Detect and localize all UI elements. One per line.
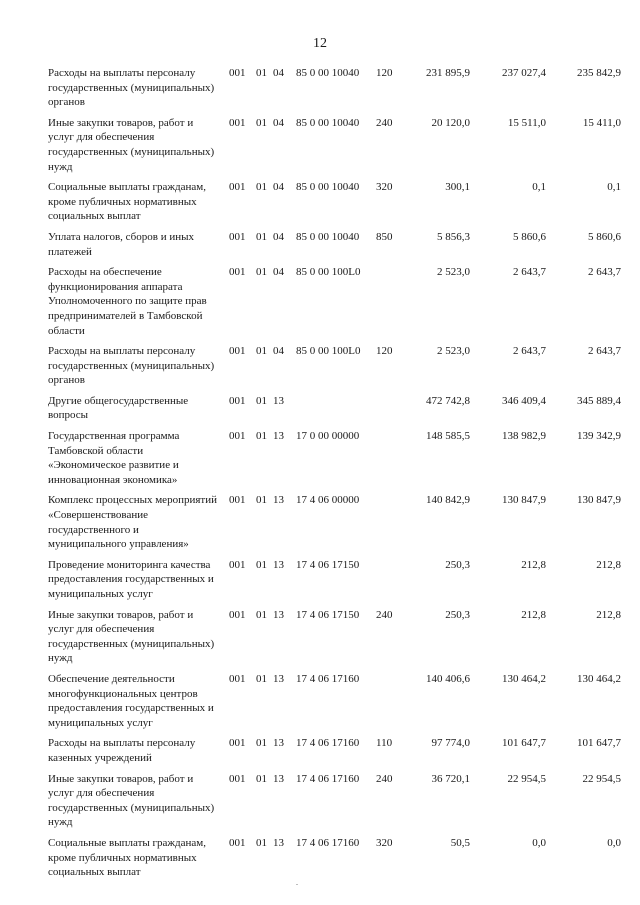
- section-code: 01: [256, 494, 267, 507]
- amount-year-1: 2 523,0: [437, 266, 470, 279]
- amount-year-1: 140 406,6: [426, 672, 470, 685]
- amount-year-2: 2 643,7: [513, 345, 546, 358]
- section-code: 01: [256, 558, 267, 571]
- subsection-code: 13: [273, 608, 284, 621]
- section-code: 01: [256, 772, 267, 785]
- subsection-code: 13: [273, 836, 284, 849]
- section-code: 01: [256, 394, 267, 407]
- subsection-code: 13: [273, 558, 284, 571]
- expense-name: Комплекс процессных мероприятий «Совершенствование государственного и муниципального управления»: [48, 494, 217, 551]
- amount-year-3: 5 860,6: [588, 230, 621, 243]
- admin-code: 001: [229, 345, 246, 358]
- expense-name: Государственная программа Тамбовской области «Экономическое развитие и инновационная экономика»: [48, 430, 180, 486]
- expense-name: Обеспечение деятельности многофункциональных центров предоставления государственных и муниципальных услуг: [48, 672, 214, 729]
- subsection-code: 13: [273, 494, 284, 507]
- amount-year-3: 101 647,7: [577, 737, 621, 750]
- admin-code: 001: [229, 737, 246, 750]
- expense-type-code: 240: [376, 116, 393, 129]
- amount-year-2: 138 982,9: [502, 430, 546, 443]
- amount-year-2: 101 647,7: [502, 737, 546, 750]
- amount-year-3: 130 847,9: [577, 494, 621, 507]
- target-article-code: 85 0 00 100L0: [296, 345, 361, 358]
- expense-name: Иные закупки товаров, работ и услуг для обеспечения государственных (муниципальных) нужд: [48, 772, 215, 829]
- expense-name: Иные закупки товаров, работ и услуг для обеспечения государственных (муниципальных) нужд: [48, 608, 215, 665]
- target-article-code: 85 0 00 10040: [296, 116, 360, 129]
- admin-code: 001: [229, 67, 246, 79]
- subsection-code: 13: [273, 430, 284, 443]
- expense-name: Иные закупки товаров, работ и услуг для обеспечения государственных (муниципальных) нужд: [48, 116, 215, 173]
- expense-type-code: 320: [376, 836, 393, 849]
- amount-year-2: 2 643,7: [513, 266, 546, 279]
- admin-code: 001: [229, 608, 246, 621]
- subsection-code: 13: [273, 394, 284, 407]
- admin-code: 001: [229, 394, 246, 407]
- expense-type-code: 850: [376, 230, 393, 243]
- budget-table: [0, 66, 640, 886]
- amount-year-1: 148 585,5: [426, 430, 470, 443]
- amount-year-1: 300,1: [445, 181, 470, 194]
- admin-code: 001: [229, 116, 246, 129]
- amount-year-1: 20 120,0: [431, 116, 470, 129]
- expense-name: Социальные выплаты гражданам, кроме публичных нормативных социальных выплат: [48, 836, 206, 879]
- amount-year-1: 472 742,8: [426, 394, 470, 407]
- section-code: 01: [256, 608, 267, 621]
- table-row: [0, 836, 640, 880]
- subsection-code: 04: [273, 266, 284, 279]
- subsection-code: 13: [273, 672, 284, 685]
- target-article-code: 85 0 00 10040: [296, 230, 360, 243]
- table-row: [0, 736, 640, 765]
- section-code: 01: [256, 266, 267, 279]
- expense-name: Социальные выплаты гражданам, кроме публичных нормативных социальных выплат: [48, 181, 206, 223]
- amount-year-1: 140 842,9: [426, 494, 470, 507]
- amount-year-3: 0,1: [607, 181, 621, 194]
- table-row: [0, 608, 640, 666]
- target-article-code: 17 4 06 17150: [296, 558, 360, 571]
- section-code: 01: [256, 672, 267, 685]
- target-article-code: 17 4 06 17160: [296, 737, 360, 750]
- expense-name: Расходы на обеспечение функционирования аппарата Уполномоченного по защите прав предпринимателей в Тамбовской области: [48, 266, 207, 337]
- expense-type-code: 240: [376, 608, 393, 621]
- section-code: 01: [256, 230, 267, 243]
- table-row: [0, 66, 640, 110]
- admin-code: 001: [229, 230, 246, 243]
- page-number: 12: [313, 36, 327, 51]
- amount-year-1: 250,3: [445, 558, 470, 571]
- amount-year-3: 139 342,9: [577, 430, 621, 443]
- amount-year-1: 5 856,3: [437, 230, 470, 243]
- amount-year-2: 130 847,9: [502, 494, 546, 507]
- admin-code: 001: [229, 430, 246, 443]
- amount-year-2: 0,0: [532, 836, 546, 849]
- table-row: [0, 230, 640, 259]
- table-row: [0, 265, 640, 338]
- expense-type-code: 320: [376, 181, 393, 194]
- amount-year-2: 212,8: [521, 558, 546, 571]
- target-article-code: 17 4 06 00000: [296, 494, 360, 507]
- section-code: 01: [256, 181, 267, 194]
- amount-year-1: 50,5: [450, 836, 470, 849]
- expense-name: Уплата налогов, сборов и иных платежей: [48, 230, 195, 258]
- amount-year-1: 250,3: [445, 608, 470, 621]
- expense-name: Расходы на выплаты персоналу государственных (муниципальных) органов: [48, 345, 215, 387]
- section-code: 01: [256, 345, 267, 358]
- subsection-code: 04: [273, 230, 284, 243]
- target-article-code: 17 0 00 00000: [296, 430, 360, 443]
- amount-year-3: 212,8: [596, 608, 621, 621]
- amount-year-3: 22 954,5: [582, 772, 621, 785]
- expense-type-code: 120: [376, 345, 393, 358]
- amount-year-3: 345 889,4: [577, 394, 621, 407]
- amount-year-2: 22 954,5: [507, 772, 546, 785]
- table-row: [0, 180, 640, 224]
- amount-year-2: 15 511,0: [507, 116, 546, 129]
- expense-type-code: 110: [376, 737, 393, 750]
- amount-year-2: 346 409,4: [502, 394, 546, 407]
- amount-year-2: 130 464,2: [502, 672, 546, 685]
- amount-year-2: 212,8: [521, 608, 546, 621]
- amount-year-3: 235 842,9: [577, 67, 621, 79]
- amount-year-2: 237 027,4: [502, 67, 546, 79]
- target-article-code: 17 4 06 17160: [296, 772, 360, 785]
- table-row: [0, 558, 640, 602]
- table-row: [0, 493, 640, 551]
- expense-type-code: 240: [376, 772, 393, 785]
- subsection-code: 04: [273, 345, 284, 358]
- amount-year-1: 231 895,9: [426, 67, 470, 79]
- admin-code: 001: [229, 181, 246, 194]
- target-article-code: 17 4 06 17150: [296, 608, 360, 621]
- expense-type-code: 120: [376, 67, 393, 79]
- admin-code: 001: [229, 558, 246, 571]
- amount-year-3: 212,8: [596, 558, 621, 571]
- target-article-code: 17 4 06 17160: [296, 836, 360, 849]
- expense-name: Расходы на выплаты персоналу государственных (муниципальных) органов: [48, 67, 215, 109]
- admin-code: 001: [229, 836, 246, 849]
- amount-year-3: 0,0: [607, 836, 621, 849]
- admin-code: 001: [229, 772, 246, 785]
- expense-name: Расходы на выплаты персоналу казенных учреждений: [48, 737, 196, 764]
- subsection-code: 13: [273, 737, 284, 750]
- table-row: [0, 116, 640, 174]
- admin-code: 001: [229, 494, 246, 507]
- subsection-code: 04: [273, 67, 284, 79]
- target-article-code: 85 0 00 10040: [296, 181, 360, 194]
- section-code: 01: [256, 67, 267, 79]
- section-code: 01: [256, 737, 267, 750]
- admin-code: 001: [229, 672, 246, 685]
- target-article-code: 85 0 00 10040: [296, 67, 360, 79]
- section-code: 01: [256, 836, 267, 849]
- table-row: [0, 672, 640, 730]
- amount-year-1: 2 523,0: [437, 345, 470, 358]
- expense-name: Проведение мониторинга качества предоставления государственных и муниципальных услуг: [48, 558, 214, 600]
- amount-year-2: 5 860,6: [513, 230, 546, 243]
- admin-code: 001: [229, 266, 246, 279]
- subsection-code: 04: [273, 116, 284, 129]
- section-code: 01: [256, 116, 267, 129]
- table-row: [0, 394, 640, 423]
- target-article-code: 17 4 06 17160: [296, 672, 360, 685]
- scan-mark: [296, 884, 298, 885]
- amount-year-3: 2 643,7: [588, 266, 621, 279]
- subsection-code: 04: [273, 181, 284, 194]
- section-code: 01: [256, 430, 267, 443]
- amount-year-3: 15 411,0: [582, 116, 621, 129]
- table-row: [0, 429, 640, 487]
- table-row: [0, 344, 640, 388]
- amount-year-1: 36 720,1: [431, 772, 470, 785]
- table-row: [0, 772, 640, 830]
- amount-year-3: 2 643,7: [588, 345, 621, 358]
- subsection-code: 13: [273, 772, 284, 785]
- expense-name: Другие общегосударственные вопросы: [48, 394, 189, 422]
- amount-year-2: 0,1: [532, 181, 546, 194]
- target-article-code: 85 0 00 100L0: [296, 266, 361, 279]
- amount-year-1: 97 774,0: [431, 737, 470, 750]
- amount-year-3: 130 464,2: [577, 672, 621, 685]
